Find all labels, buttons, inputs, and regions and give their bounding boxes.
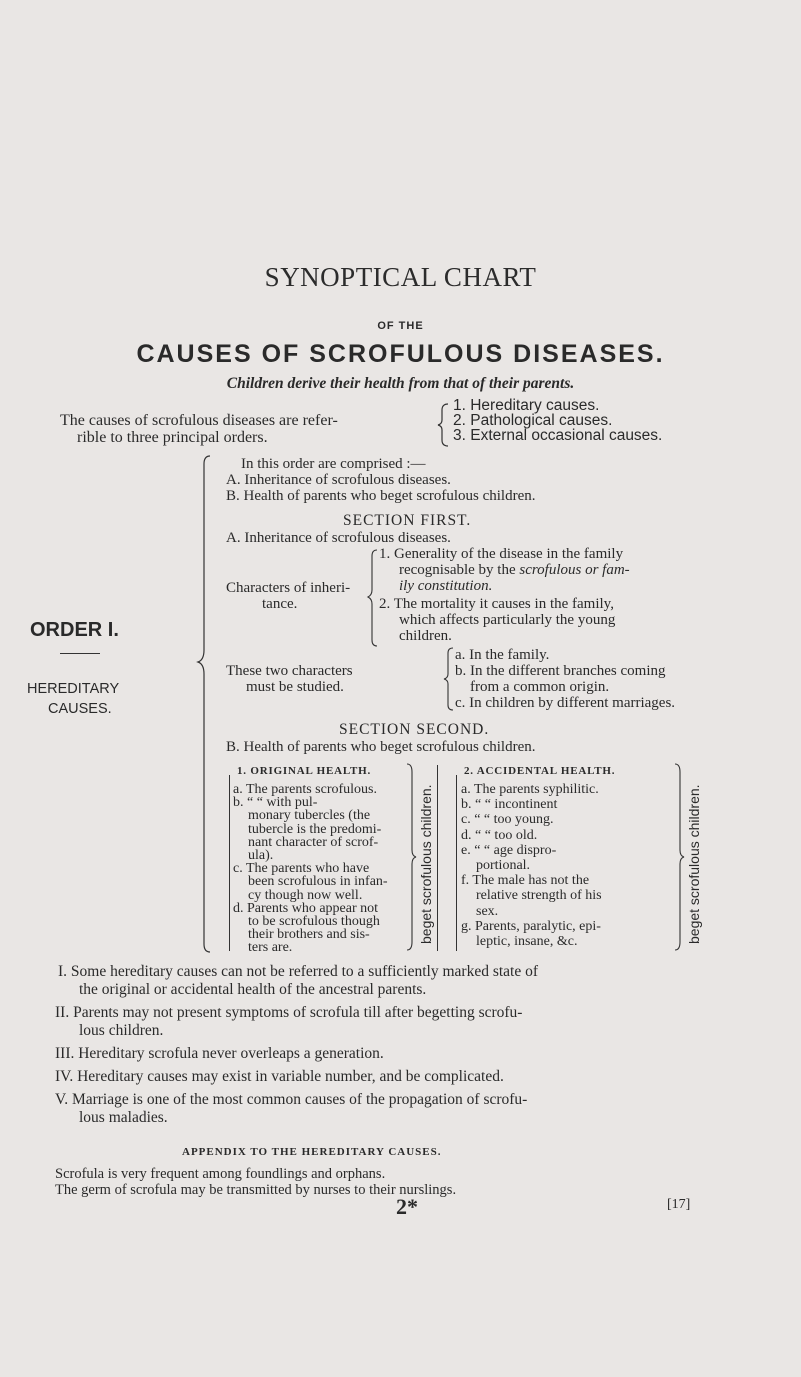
list-line: f. The male has not the xyxy=(461,873,590,889)
list-line: their brothers and sis- xyxy=(248,927,370,943)
right-vertical-label: beget scrofulous children. xyxy=(686,784,702,944)
intro-text-line1: The causes of scrofulous diseases are refer- xyxy=(60,412,338,429)
chart-title: SYNOPTICAL CHART xyxy=(264,262,537,292)
list-line: d. Parents who appear not xyxy=(233,900,379,916)
accidental-health-heading: 2. ACCIDENTAL HEALTH. xyxy=(464,765,616,777)
list-line: portional. xyxy=(476,858,531,873)
list-line: monary tubercles (the xyxy=(248,808,371,824)
list-line: sex. xyxy=(476,903,499,919)
appendix-heading: APPENDIX TO THE HEREDITARY CAUSES. xyxy=(182,1146,442,1158)
list-line: cy though now well. xyxy=(248,887,363,903)
study-item-a: a. In the family. xyxy=(455,647,550,663)
left-vertical-label: beget scrofulous children. xyxy=(418,784,434,944)
list-line: ters are. xyxy=(248,940,293,956)
intro-text-line2: rible to three principal orders. xyxy=(77,429,268,446)
characters-brace xyxy=(367,548,379,648)
study-item-b-line2: from a common origin. xyxy=(470,679,610,695)
cause-pathological: 2. Pathological causes. xyxy=(453,412,613,429)
list-line: e. “ “ age dispro- xyxy=(461,842,557,858)
left-column-rule xyxy=(229,775,230,951)
note-5-line2: lous maladies. xyxy=(79,1109,168,1126)
appendix-line2: The germ of scrofula may be transmitted by nurses to their nurslings. xyxy=(55,1182,457,1198)
character-2-line3: children. xyxy=(399,628,452,644)
note-1-line2: the original or accidental health of the ancestral parents. xyxy=(79,981,427,998)
list-line: been scrofulous in infan- xyxy=(248,874,388,890)
order-brace xyxy=(196,454,214,954)
order-sublabel-causes: CAUSES. xyxy=(48,701,112,717)
character-2-line2: which affects particularly the young xyxy=(399,612,616,628)
comprised-item-b: B. Health of parents who beget scrofulous children. xyxy=(226,488,536,504)
character-1-line1: 1. Generality of the disease in the family xyxy=(379,546,624,562)
list-line: nant character of scrof- xyxy=(248,834,379,850)
column-divider xyxy=(437,765,438,951)
chart-subtitle: Children derive their health from that of their parents. xyxy=(226,375,575,392)
list-line: c. “ “ too young. xyxy=(461,812,554,828)
right-column-brace xyxy=(673,762,685,952)
section-second-sub: B. Health of parents who beget scrofulous children. xyxy=(226,739,536,755)
signature-mark: 2* xyxy=(396,1194,418,1219)
note-3: III. Hereditary scrofula never overleaps a generation. xyxy=(55,1045,384,1062)
note-1-line1: I. Some hereditary causes can not be referred to a sufficiently marked state of xyxy=(58,963,539,980)
appendix-line1: Scrofula is very frequent among foundlings and orphans. xyxy=(55,1166,386,1182)
intro-brace xyxy=(438,402,452,448)
characters-label-line1: Characters of inheri- xyxy=(226,580,351,596)
character-2-line1: 2. The mortality it causes in the family, xyxy=(379,596,614,612)
study-item-c: c. In children by different marriages. xyxy=(455,695,676,711)
order-sublabel-hereditary: HEREDITARY xyxy=(27,681,120,697)
study-brace xyxy=(443,646,455,712)
study-item-b-line1: b. In the different branches coming xyxy=(455,663,666,679)
character-1-line3: ily constitution. xyxy=(399,578,493,594)
cause-hereditary: 1. Hereditary causes. xyxy=(453,397,600,414)
list-line: leptic, insane, &c. xyxy=(476,934,578,949)
note-4: IV. Hereditary causes may exist in variable number, and be complicated. xyxy=(55,1068,504,1085)
study-label-line2: must be studied. xyxy=(246,679,344,695)
cause-external: 3. External occasional causes. xyxy=(453,427,663,444)
left-column-brace xyxy=(405,762,417,952)
chart-title-of-the: OF THE xyxy=(377,320,424,332)
order-label: ORDER I. xyxy=(30,619,119,641)
list-line: d. “ “ too old. xyxy=(461,827,538,843)
note-2-line2: lous children. xyxy=(79,1022,164,1039)
list-line: b. “ “ with pul- xyxy=(233,795,318,811)
list-line: g. Parents, paralytic, epi- xyxy=(461,918,601,934)
characters-label-line2: tance. xyxy=(262,596,298,612)
list-line: b. “ “ incontinent xyxy=(461,797,558,813)
order-divider xyxy=(60,653,100,654)
list-line: to be scrofulous though xyxy=(248,914,380,929)
list-line: a. The parents syphilitic. xyxy=(461,782,599,797)
comprised-intro: In this order are comprised :— xyxy=(241,456,426,472)
note-5-line1: V. Marriage is one of the most common causes of the propagation of scrofu- xyxy=(55,1091,528,1108)
character-1-line2: recognisable by the scrofulous or fam- xyxy=(399,562,630,578)
list-line: tubercle is the predomi- xyxy=(248,821,382,837)
original-health-heading: 1. ORIGINAL HEALTH. xyxy=(237,765,371,777)
list-line: a. The parents scrofulous. xyxy=(233,782,377,797)
list-line: ula). xyxy=(248,848,274,863)
list-line: c. The parents who have xyxy=(233,861,370,877)
page-number: [17] xyxy=(667,1197,691,1212)
section-second-heading: SECTION SECOND. xyxy=(339,721,490,738)
section-first-heading: SECTION FIRST. xyxy=(343,512,472,529)
comprised-item-a: A. Inheritance of scrofulous diseases. xyxy=(226,472,451,488)
study-label-line1: These two characters xyxy=(226,663,353,679)
chart-main-title: CAUSES OF SCROFULOUS DISEASES. xyxy=(136,340,665,368)
section-first-sub: A. Inheritance of scrofulous diseases. xyxy=(226,530,451,546)
note-2-line1: II. Parents may not present symptoms of scrofula till after begetting scrofu- xyxy=(55,1004,523,1021)
right-column-rule xyxy=(456,775,457,951)
list-line: relative strength of his xyxy=(476,888,602,904)
